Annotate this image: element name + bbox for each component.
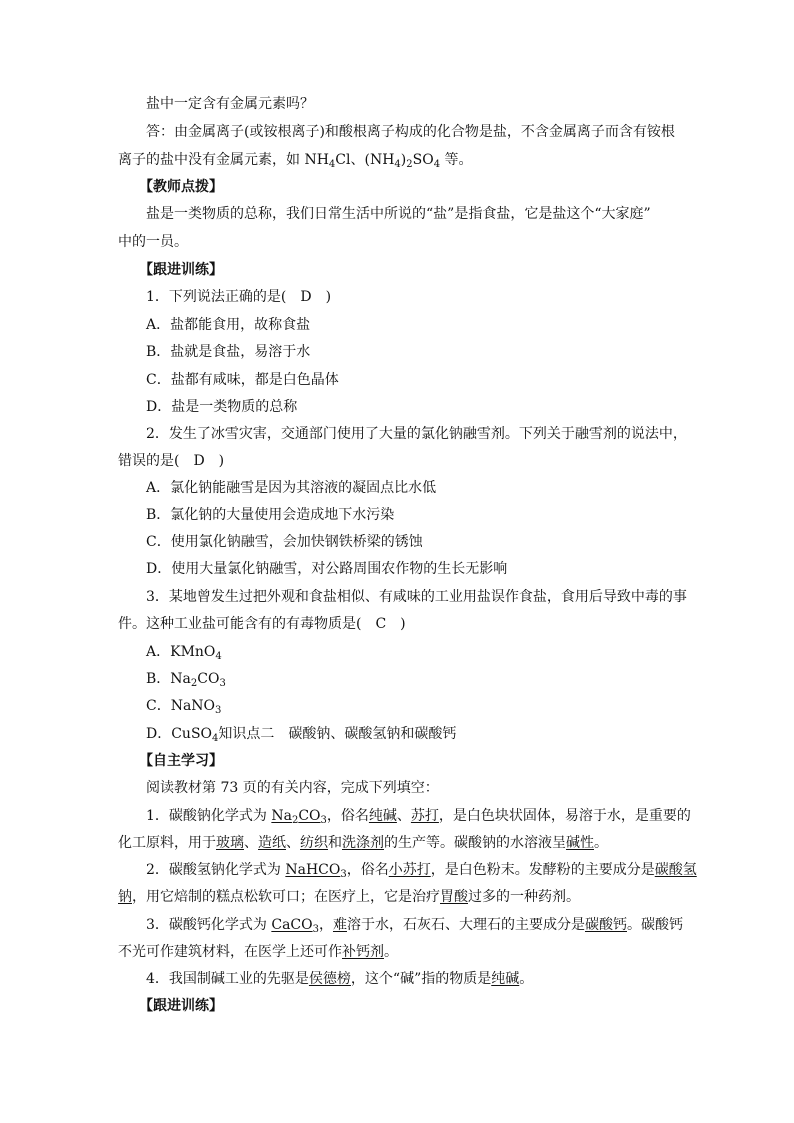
s2-line-2: 钠，用它焙制的糕点松软可口；在医疗上，它是治疗胃酸过多的一种药剂。 xyxy=(118,889,580,905)
s3-line-1: 3．碳酸钙化学式为 CaCO$_3$，难溶于水，石灰石、大理石的主要成分是碳酸钙。碳酸钙 xyxy=(146,917,683,935)
s4-line-1: 4．我国制碱工业的先驱是侯德榜，这个“碱”指的物质是纯碱。 xyxy=(146,971,534,987)
self-study-intro: 阅读教材第 73 页的有关内容，完成下列填空： xyxy=(146,780,439,796)
teacher-line-1: 盐是一类物质的总称，我们日常生活中所说的“盐”是指食盐，它是盐这个“大家庭” xyxy=(146,206,651,222)
question-text: 盐中一定含有金属元素吗？ xyxy=(146,96,314,112)
q3-option-d: D．CuSO$_4$知识点二 碳酸钠、碳酸氢钠和碳酸钙 xyxy=(146,726,457,744)
q2-stem-1: 2．发生了冰雪灾害，交通部门使用了大量的氯化钠融雪剂。下列关于融雪剂的说法中， xyxy=(146,426,687,442)
q1-option-b: B．盐就是食盐，易溶于水 xyxy=(146,344,311,360)
q2-option-b: B．氯化钠的大量使用会造成地下水污染 xyxy=(146,507,395,523)
practice-heading: 【跟进训练】 xyxy=(139,262,223,278)
answer-line-1: 答：由金属离子(或铵根离子)和酸根离子构成的化合物是盐，不含金属离子而含有铵根 xyxy=(146,124,675,140)
s2-line-1: 2．碳酸氢钠化学式为 NaHCO$_3$，俗名小苏打，是白色粉末。发酵粉的主要成分是碳酸氢 xyxy=(146,862,697,880)
q2-stem-2: 错误的是( D ) xyxy=(118,453,225,469)
teacher-line-2: 中的一员。 xyxy=(118,234,188,250)
s1-line-1: 1．碳酸钠化学式为 $Na_2CO_3$，俗名纯碱、苏打，是白色块状固体，易溶于水，是重要的 xyxy=(146,808,691,826)
q3-option-b: B．$Na_2CO_3$ xyxy=(146,671,226,689)
q1-option-d: D．盐是一类物质的总称 xyxy=(146,399,298,415)
q1-option-c: C．盐都有咸味，都是白色晶体 xyxy=(146,372,339,388)
q3-option-c: C．NaNO$_3$ xyxy=(146,698,222,716)
q1-stem: 1．下列说法正确的是( D ) xyxy=(146,289,332,305)
q2-option-c: C．使用氯化钠融雪，会加快钢铁桥梁的锈蚀 xyxy=(146,534,423,550)
s1-line-2: 化工原料，用于玻璃、造纸、纺织和洗涤剂的生产等。碳酸钠的水溶液呈碱性。 xyxy=(118,835,608,851)
self-study-heading: 【自主学习】 xyxy=(139,753,223,769)
q1-option-a: A．盐都能食用，故称食盐 xyxy=(146,317,311,333)
answer-line-2: 离子的盐中没有金属元素，如 $NH_4Cl$、$(NH_4)_2SO_4$ 等。 xyxy=(118,152,473,170)
q2-option-d: D．使用大量氯化钠融雪，对公路周围农作物的生长无影响 xyxy=(146,561,508,577)
q3-stem-2: 件。这种工业盐可能含有的有毒物质是( C ) xyxy=(118,616,406,632)
q3-stem-1: 3．某地曾发生过把外观和食盐相似、有咸味的工业用盐误作食盐，食用后导致中毒的事 xyxy=(146,589,687,605)
q3-option-a: A．KMnO$_4$ xyxy=(146,644,222,662)
practice-heading-2: 【跟进训练】 xyxy=(139,998,223,1014)
q2-option-a: A．氯化钠能融雪是因为其溶液的凝固点比水低 xyxy=(146,480,437,496)
s3-line-2: 不光可作建筑材料，在医学上还可作补钙剂。 xyxy=(118,944,398,960)
teacher-heading: 【教师点拨】 xyxy=(139,179,223,195)
